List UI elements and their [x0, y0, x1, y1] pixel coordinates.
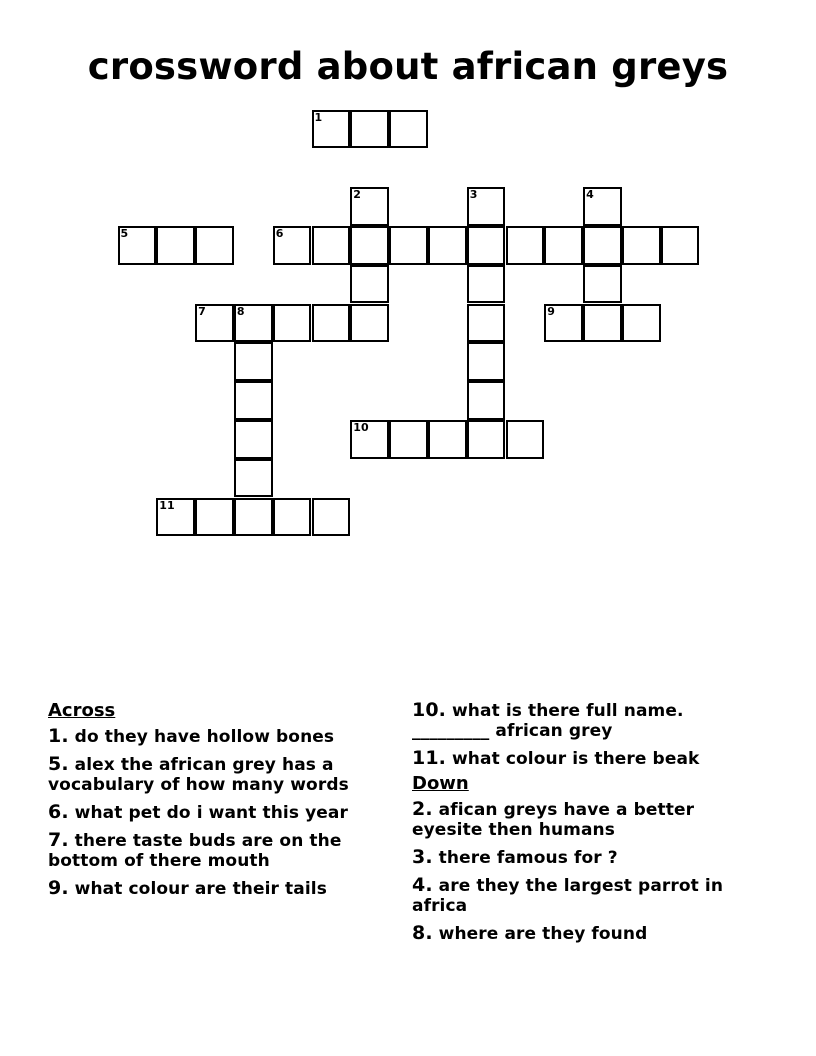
- grid-cell[interactable]: [234, 498, 273, 537]
- grid-cell[interactable]: [312, 110, 351, 149]
- clue-text: are they the largest parrot in africa: [412, 876, 724, 916]
- grid-cell[interactable]: [273, 304, 312, 343]
- clue-text: what pet do i want this year: [74, 803, 348, 823]
- grid-cell[interactable]: [350, 420, 389, 459]
- grid-cell[interactable]: [234, 420, 273, 459]
- grid-cell[interactable]: [234, 304, 273, 343]
- clue-number: 6.: [48, 801, 69, 823]
- grid-cell[interactable]: [312, 226, 351, 265]
- clue-down-2: [412, 799, 762, 840]
- grid-cell[interactable]: [234, 459, 273, 498]
- grid-cell[interactable]: [506, 226, 545, 265]
- clue-across-7: [48, 830, 400, 871]
- grid-cell[interactable]: [467, 265, 506, 304]
- cell-number: 10: [353, 420, 369, 434]
- down-heading: Down: [412, 773, 469, 794]
- grid-cell[interactable]: [622, 304, 661, 343]
- grid-cell[interactable]: [583, 304, 622, 343]
- clue-number: 1.: [48, 725, 69, 747]
- grid-cell[interactable]: [234, 381, 273, 420]
- grid-cell[interactable]: [467, 342, 506, 381]
- clue-text: alex the african grey has a vocabulary of how many words: [48, 755, 349, 795]
- clue-down-4: [412, 875, 762, 916]
- clue-text: there taste buds are on the bottom of there mouth: [48, 831, 342, 871]
- clue-text: what is there full name. _________ african grey: [412, 701, 684, 741]
- clue-number: 11.: [412, 747, 446, 769]
- cell-number: 6: [275, 226, 284, 240]
- grid-cell[interactable]: [428, 226, 467, 265]
- grid-cell[interactable]: [312, 498, 351, 537]
- clue-number: 8.: [412, 922, 433, 944]
- clue-across-10: [412, 700, 762, 741]
- grid-cell[interactable]: [583, 265, 622, 304]
- grid-cell[interactable]: [195, 226, 234, 265]
- grid-cell[interactable]: [350, 265, 389, 304]
- grid-cell[interactable]: [195, 498, 234, 537]
- grid-cell[interactable]: [428, 420, 467, 459]
- clue-text: what colour is there beak: [452, 749, 700, 769]
- cell-number: 11: [159, 498, 175, 512]
- clue-number: 10.: [412, 699, 446, 721]
- clue-number: 5.: [48, 753, 69, 775]
- grid-cell[interactable]: [195, 304, 234, 343]
- grid-cell[interactable]: [661, 226, 700, 265]
- clue-text: afican greys have a better eyesite then humans: [412, 800, 695, 840]
- grid-cell[interactable]: [389, 110, 428, 149]
- across-heading: Across: [48, 700, 116, 721]
- cell-number: 4: [586, 188, 594, 202]
- grid-cell[interactable]: [156, 226, 195, 265]
- clue-across-1: [48, 726, 400, 747]
- grid-cell[interactable]: [467, 420, 506, 459]
- grid-cell[interactable]: [467, 381, 506, 420]
- cell-number: 9: [547, 304, 555, 318]
- grid-cell[interactable]: [389, 420, 428, 459]
- page-title: crossword about african greys: [87, 45, 729, 88]
- grid-cell[interactable]: [467, 226, 506, 265]
- cell-number: 2: [353, 188, 361, 202]
- cell-number: 5: [120, 226, 129, 240]
- clues-column-left: [48, 700, 400, 906]
- grid-cell[interactable]: [350, 304, 389, 343]
- grid-cell[interactable]: [622, 226, 661, 265]
- cell-number: 8: [236, 304, 245, 318]
- grid-cell[interactable]: [350, 187, 389, 226]
- clue-across-9: [48, 878, 400, 899]
- clue-number: 2.: [412, 798, 433, 820]
- grid-cell[interactable]: [506, 420, 545, 459]
- clue-text: do they have hollow bones: [74, 727, 335, 747]
- clue-across-6: [48, 802, 400, 823]
- grid-cell[interactable]: [350, 110, 389, 149]
- grid-cell[interactable]: [389, 226, 428, 265]
- clues-column-right: [412, 700, 762, 951]
- clue-text: there famous for ?: [438, 848, 618, 868]
- grid-cell[interactable]: [156, 498, 195, 537]
- grid-cell[interactable]: [273, 498, 312, 537]
- cell-number: 7: [198, 304, 206, 318]
- clue-across-5: [48, 754, 400, 795]
- clue-number: 4.: [412, 874, 433, 896]
- clue-text: where are they found: [438, 924, 648, 944]
- grid-cell[interactable]: [583, 187, 622, 226]
- grid-cell[interactable]: [467, 187, 506, 226]
- grid-cell[interactable]: [312, 304, 351, 343]
- grid-cell[interactable]: [273, 226, 312, 265]
- clue-across-11: [412, 748, 762, 769]
- clue-number: 7.: [48, 829, 69, 851]
- clue-down-8: [412, 923, 762, 944]
- clue-number: 3.: [412, 846, 433, 868]
- grid-cell[interactable]: [118, 226, 157, 265]
- grid-cell[interactable]: [350, 226, 389, 265]
- clue-down-3: [412, 847, 762, 868]
- grid-cell[interactable]: [234, 342, 273, 381]
- clue-number: 9.: [48, 877, 69, 899]
- grid-cell[interactable]: [544, 304, 583, 343]
- cell-number: 3: [469, 188, 478, 202]
- clue-text: what colour are their tails: [74, 879, 327, 899]
- grid-cell[interactable]: [544, 226, 583, 265]
- grid-cell[interactable]: [467, 304, 506, 343]
- grid-cell[interactable]: [583, 226, 622, 265]
- cell-number: 1: [314, 110, 323, 124]
